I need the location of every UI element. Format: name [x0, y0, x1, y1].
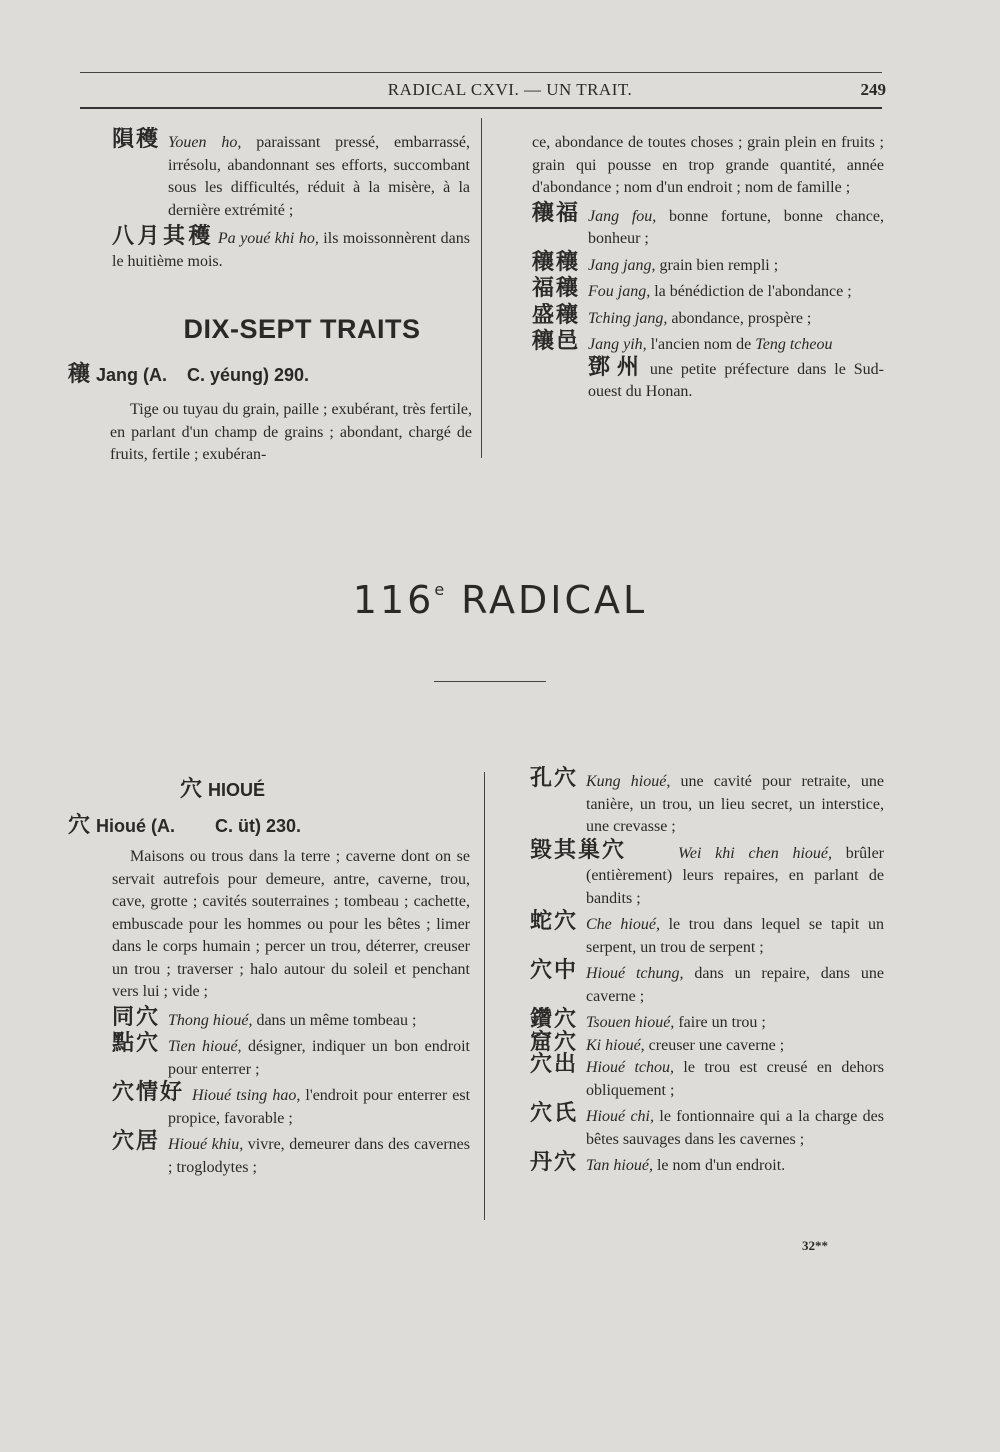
running-head: RADICAL CXVI. — UN TRAIT.	[387, 80, 633, 99]
entry-characters: 穴情好	[112, 1080, 185, 1105]
entry-definition: brûler (entièrement) leurs repaires, en parlant de bandits ;	[586, 844, 885, 907]
entry-characters: 穴氏	[530, 1101, 579, 1126]
column-divider-top	[481, 118, 482, 458]
dictionary-entry	[530, 1150, 884, 1178]
entry-definition: le nom d'un endroit.	[652, 1157, 786, 1174]
title-rule	[434, 681, 546, 682]
section-heading: DIX-SEPT TRAITS	[183, 314, 421, 344]
head-character: 穴	[68, 813, 91, 838]
entry-definition: le trou dans lequel se tapit un serpent, un trou de serpent ;	[586, 916, 884, 956]
bottom-left-column	[112, 846, 470, 1183]
entry-characters: 穴居	[112, 1129, 161, 1154]
entry-definition: creuser une caverne ;	[644, 1036, 785, 1054]
entry-definition: faire un trou ;	[674, 1014, 766, 1031]
radical-number: 116	[352, 578, 435, 622]
entry-romanization: Tan hioué,	[586, 1157, 653, 1174]
entry-romanization: Fou jang,	[588, 283, 651, 300]
entry-romanization: Hioué khiu,	[168, 1136, 244, 1153]
entry-characters: 穰邑	[532, 329, 581, 354]
head-character: 穰	[68, 362, 91, 387]
entry-romanization: Jang yih,	[588, 336, 647, 353]
entry-characters: 穰穰	[532, 249, 581, 275]
entry-definition: dans un même tombeau ;	[252, 1011, 417, 1029]
entry-romanization: Jang jang,	[588, 256, 656, 274]
dictionary-entry	[530, 1007, 884, 1035]
entry-romanization: Hioué tsing hao,	[192, 1087, 301, 1104]
dictionary-entry	[530, 909, 884, 959]
entry-definition: une petite préfecture dans le Sud-ouest du Honan.	[588, 360, 884, 400]
entry-definition: une cavité pour retraite, une tanière, un trou, un lieu secret, un interstice, une crevasse ;	[586, 773, 884, 835]
radical-character: 穴	[180, 777, 203, 802]
entry-characters: 八月其穫	[112, 224, 214, 249]
signature-mark: 32**	[802, 1238, 828, 1253]
entry-romanization: Hioué tchung,	[586, 965, 684, 982]
top-left-column	[112, 127, 471, 277]
entry-definition: la bénédiction de l'abondance ;	[650, 283, 852, 300]
entry-characters: 毀其巢穴	[530, 837, 627, 863]
entry-definition: le fontionnaire qui a la charge des bêtes sauvages dans les cavernes ;	[586, 1108, 884, 1148]
dictionary-entry	[112, 1004, 470, 1033]
entry-definition: ils moissonnèrent dans le huitième mois.	[112, 230, 470, 270]
dictionary-entry	[530, 1029, 884, 1058]
entry-romanization: Wei khi chen hioué,	[678, 844, 833, 862]
entry-characters: 隕穫	[112, 127, 161, 152]
dictionary-entry	[530, 1052, 884, 1102]
entry-definition: vivre, demeurer dans des cavernes ; troglodytes ;	[168, 1136, 470, 1176]
entry-romanization: Hioué tchou,	[586, 1059, 675, 1076]
entry-definition: grain bien rempli ;	[655, 256, 779, 274]
entry-definition: désigner, indiquer un bon endroit pour enterrer ;	[168, 1038, 471, 1078]
entry-definition: dans un repaire, dans une caverne ;	[586, 965, 884, 1005]
head-entry-text: Jang (A. C. yéung) 290.	[96, 365, 310, 385]
dictionary-entry	[532, 276, 884, 304]
radical-ordinal: e	[434, 580, 448, 599]
top-right-column	[532, 132, 884, 408]
entry-romanization: Ki hioué,	[586, 1036, 645, 1054]
entry-characters: 鄧州	[588, 354, 646, 380]
entry-characters: 盛穰	[532, 302, 581, 328]
entry-characters: 同穴	[112, 1004, 161, 1030]
entry-definition: l'endroit pour enterrer est propice, favorable ;	[168, 1087, 471, 1127]
entry-romanization: Che hioué,	[586, 916, 660, 933]
head-entry	[68, 357, 478, 388]
entry-characters: 孔穴	[530, 766, 579, 791]
head-entry-text: Hioué (A. C. üt) 230.	[96, 816, 302, 836]
dictionary-entry	[112, 1129, 470, 1179]
dictionary-entry	[530, 766, 884, 839]
entry-characters: 窟穴	[530, 1029, 579, 1055]
radical-title	[0, 578, 1000, 622]
entry-characters: 鑽穴	[530, 1007, 579, 1032]
header-rule-bottom	[80, 107, 882, 109]
dictionary-entry	[532, 329, 884, 404]
dictionary-entry	[530, 958, 884, 1008]
entry-romanization: Tsouen hioué,	[586, 1014, 675, 1031]
entry-characters: 蛇穴	[530, 909, 579, 934]
dictionary-entry	[530, 1101, 884, 1151]
entry-definition: paraissant pressé, embarrassé, irrésolu, abandonnant ses efforts, succombant sous les difficultés, réduit à la misère, à la dernière extrémité ;	[168, 134, 471, 219]
entry-characters: 點穴	[112, 1031, 161, 1056]
entry-characters: 穴中	[530, 958, 579, 983]
radical-word: RADICAL	[461, 578, 648, 622]
entry-romanization: Jang fou,	[588, 207, 657, 225]
entry-romanization: Tching jang,	[588, 309, 668, 327]
head-entry	[68, 808, 478, 839]
head-definition: Tige ou tuyau du grain, paille ; exubérant, très fertile, en parlant d'un champ de grains ; abondant, chargé de fruits, fertile ; exubéran-	[110, 401, 472, 463]
page-number: 249	[860, 80, 886, 99]
entry-characters: 穰福	[532, 200, 581, 226]
radical-heading	[180, 772, 380, 803]
entry-romanization: Youen ho,	[168, 134, 242, 151]
entry-definition: bonne fortune, bonne chance, bonheur ;	[588, 207, 885, 247]
entry-characters: 穴出	[530, 1052, 579, 1077]
dictionary-entry	[530, 837, 885, 911]
head-definition: Maisons ou trous dans la terre ; caverne dont on se servait autrefois pour demeure, antre, caverne, trou, cave, grotte ; cavités souterraines ; tombeau ; cachette, embuscade pour les hommes ou pour les bêtes ; limer dans le corps humain ; percer un trou, déterrer, creuser un trou ; traverser ; halo autour du soleil et penchant vers lui ; vide ;	[112, 848, 470, 1000]
entry-romanization: Teng tcheou	[755, 336, 833, 353]
entry-definition: l'ancien nom de	[646, 336, 756, 353]
entry-romanization: Tien hioué,	[168, 1038, 242, 1055]
entry-romanization: Thong hioué,	[168, 1011, 253, 1029]
column-divider-bottom	[484, 772, 485, 1220]
radical-heading-text: HIOUÉ	[208, 780, 266, 800]
dictionary-entry	[532, 200, 885, 251]
entry-romanization: Kung hioué,	[586, 773, 671, 790]
entry-characters: 福穰	[532, 276, 581, 301]
entry-characters: 丹穴	[530, 1150, 579, 1175]
dictionary-entry	[112, 127, 471, 222]
entry-definition: abondance, prospère ;	[667, 309, 812, 327]
entry-romanization: Hioué chi,	[586, 1108, 655, 1125]
dictionary-entry	[532, 249, 884, 278]
dictionary-entry	[112, 1031, 471, 1081]
header-rule-top	[80, 72, 882, 73]
entry-romanization: Pa youé khi ho,	[217, 230, 319, 247]
dictionary-entry	[112, 226, 470, 273]
dictionary-entry	[112, 1080, 471, 1130]
entry-definition: le trou est creusé en dehors obliquement ;	[586, 1059, 884, 1099]
bottom-right-column	[530, 766, 885, 1182]
definition-continuation: ce, abondance de toutes choses ; grain plein en fruits ; grain qui pousse en trop grande quantité, année d'abondance ; nom d'un endroit ; nom de famille ;	[532, 134, 884, 196]
dictionary-entry	[532, 302, 884, 331]
